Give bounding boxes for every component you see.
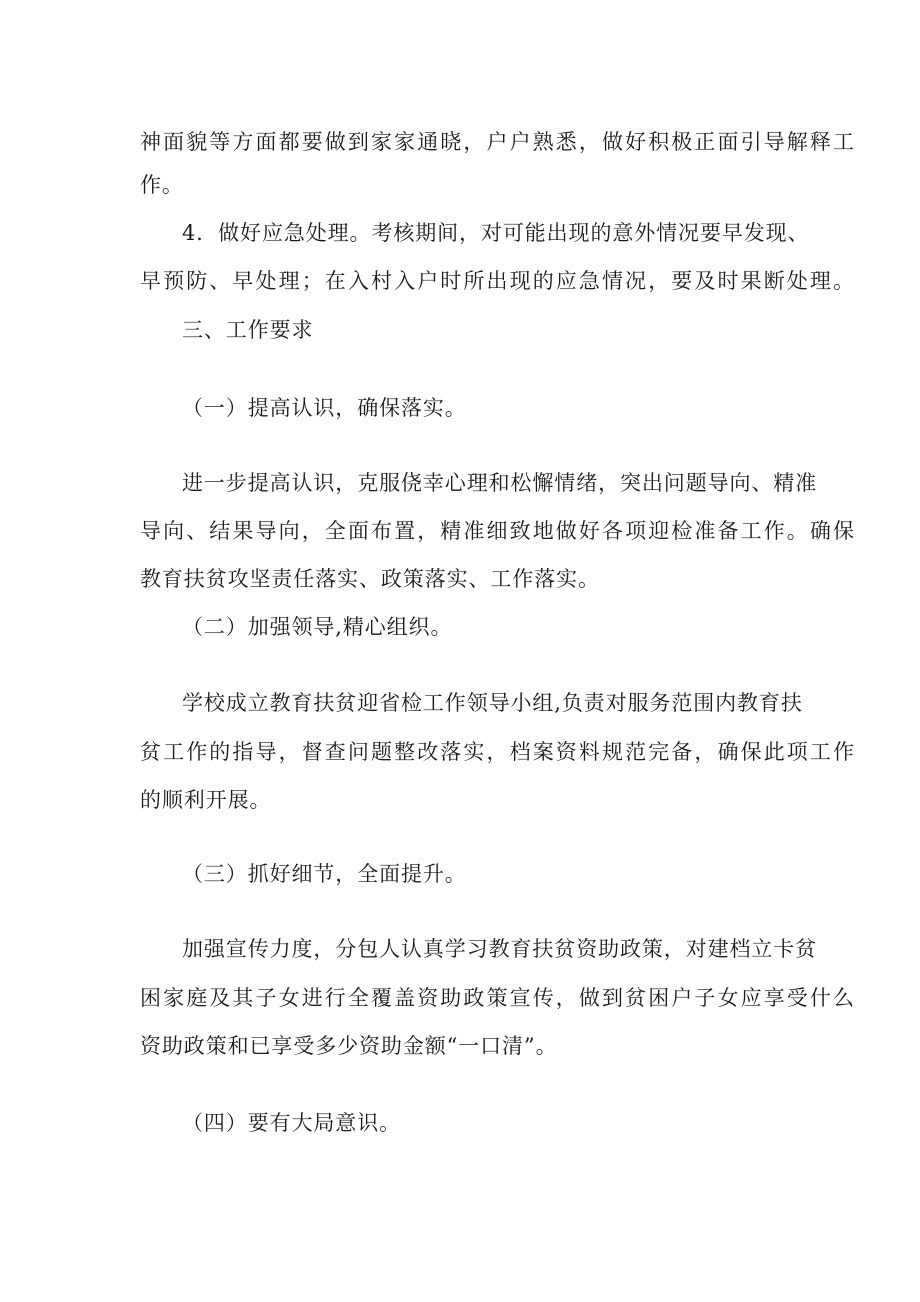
- paragraph-line: 神面貌等方面都要做到家家通晓，户户熟悉，做好积极正面引导解释工: [140, 130, 857, 154]
- subsection-heading: （一）提高认识，确保落实。: [182, 396, 467, 420]
- section-heading: 三、工作要求: [182, 318, 314, 342]
- paragraph-line: 早预防、早处理；在入村入户时所出现的应急情况，要及时果断处理。: [140, 269, 857, 293]
- paragraph-line: 导向、结果导向，全面布置，精准细致地做好各项迎检准备工作。确保: [140, 519, 857, 543]
- paragraph-line: 困家庭及其子女进行全覆盖资助政策宣传，做到贫困户子女应享受什么: [140, 986, 857, 1010]
- paragraph-line: 加强宣传力度，分包人认真学习教育扶贫资助政策，对建档立卡贫: [182, 937, 818, 961]
- paragraph-line: 进一步提高认识，克服侥幸心理和松懈情绪，突出问题导向、精准: [182, 471, 818, 495]
- subsection-heading: （二）加强领导,精心组织。: [182, 615, 453, 639]
- subsection-heading: （四）要有大局意识。: [182, 1111, 401, 1135]
- paragraph-line: 的顺利开展。: [140, 788, 272, 812]
- paragraph-line: 学校成立教育扶贫迎省检工作领导小组,负责对服务范围内教育扶: [182, 691, 803, 715]
- paragraph-line: 贫工作的指导，督查问题整改落实，档案资料规范完备，确保此项工作: [140, 740, 857, 764]
- paragraph-line: 教育扶贫攻坚责任落实、政策落实、工作落实。: [140, 567, 600, 591]
- paragraph-line: 资助政策和已享受多少资助金额“一口清”。: [140, 1034, 558, 1058]
- paragraph-line: 作。: [140, 173, 184, 197]
- subsection-heading: （三）抓好细节，全面提升。: [182, 862, 467, 886]
- paragraph-line: 4．做好应急处理。考核期间，对可能出现的意外情况要早发现、: [182, 221, 810, 245]
